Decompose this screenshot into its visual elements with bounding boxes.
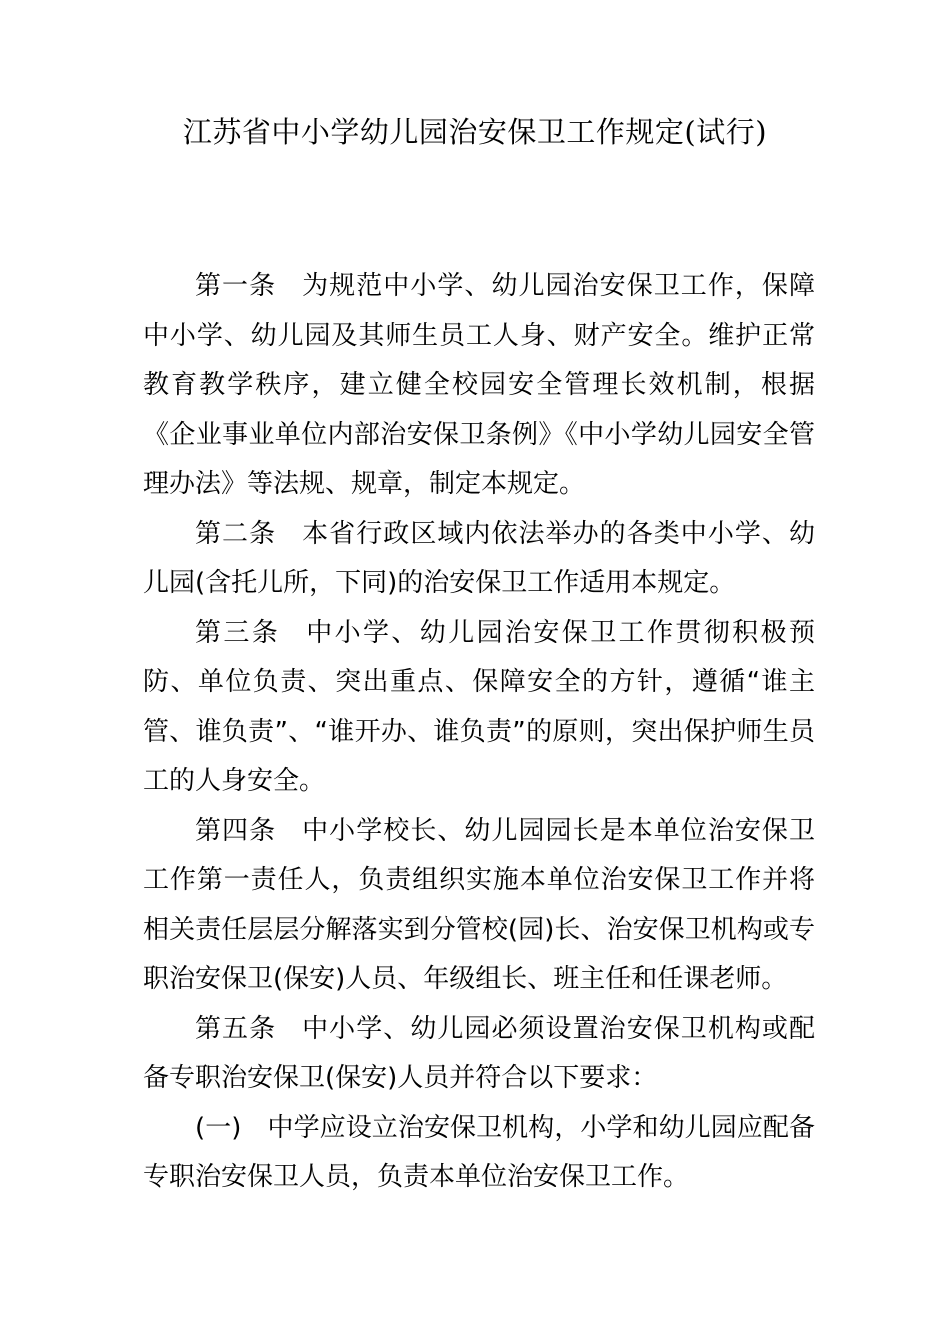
article-number: 第四条 xyxy=(195,815,277,846)
article-text: 中小学、幼儿园必须设置治安保卫机构或配备专职治安保卫(保安)人员并符合以下要求： xyxy=(143,1013,815,1093)
article-text: 本省行政区域内依法举办的各类中小学、幼儿园(含托儿所，下同)的治安保卫工作适用本规定。 xyxy=(143,518,815,598)
article-3 xyxy=(143,609,815,807)
item-number: (一) xyxy=(195,1112,242,1143)
article-text: 中小学、幼儿园治安保卫工作贯彻积极预防、单位负责、突出重点、保障安全的方针，遵循“谁主管、谁负责”、“谁开办、谁负责”的原则，突出保护师生员工的人身安全。 xyxy=(143,617,815,796)
article-1 xyxy=(143,262,815,510)
article-number: 第一条 xyxy=(195,271,277,301)
article-5-item-1 xyxy=(143,1104,815,1203)
document-body xyxy=(143,262,815,1203)
article-number: 第三条 xyxy=(195,617,281,648)
article-5 xyxy=(143,1005,815,1104)
article-number: 第五条 xyxy=(195,1013,277,1044)
item-text: 中学应设立治安保卫机构，小学和幼儿园应配备专职治安保卫人员，负责本单位治安保卫工作。 xyxy=(143,1112,815,1192)
article-text: 为规范中小学、幼儿园治安保卫工作，保障中小学、幼儿园及其师生员工人身、财产安全。维护正常教育教学秩序，建立健全校园安全管理长效机制，根据《企业事业单位内部治安保卫条例》《中小学幼儿园安全管理办法》等法规、规章，制定本规定。 xyxy=(143,271,815,499)
article-4 xyxy=(143,807,815,1005)
article-text: 中小学校长、幼儿园园长是本单位治安保卫工作第一责任人，负责组织实施本单位治安保卫工作并将相关责任层层分解落实到分管校(园)长、治安保卫机构或专职治安保卫(保安)人员、年级组长、班主任和任课老师。 xyxy=(143,815,815,994)
article-number: 第二条 xyxy=(195,518,277,549)
article-2 xyxy=(143,510,815,609)
document-title: 江苏省中小学幼儿园治安保卫工作规定(试行) xyxy=(182,115,768,149)
